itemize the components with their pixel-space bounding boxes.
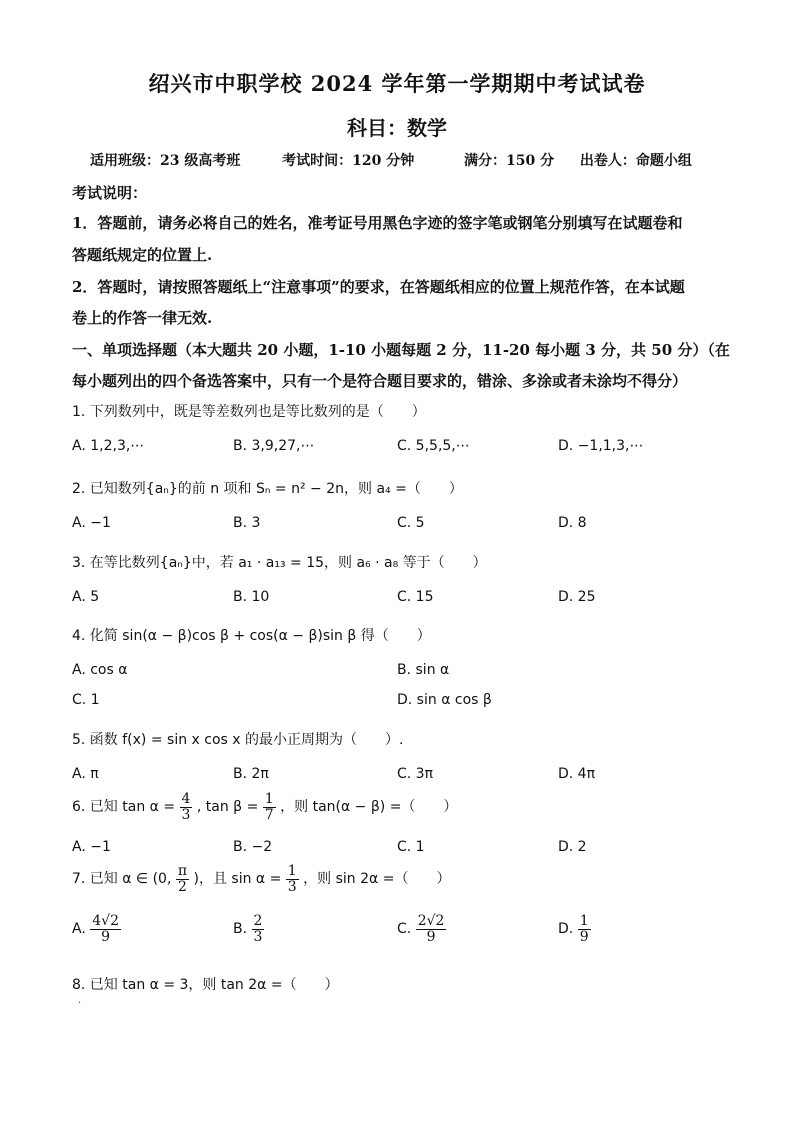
question-7-option-a xyxy=(72,914,121,944)
question-1-option-b: B. 3,9,27,⋯ xyxy=(233,438,315,454)
fraction-numerator: 1 xyxy=(579,913,589,929)
question-4-stem: 4. 化简 sin(α − β)cos β + cos(α − β)sin β 得（ ） xyxy=(72,628,431,644)
question-3-option-a: A. 5 xyxy=(72,589,100,605)
fraction-numerator: 2√2 xyxy=(417,913,445,929)
fraction-denominator: 2 xyxy=(178,878,187,895)
question-4-option-c: C. 1 xyxy=(72,692,100,708)
fraction-denominator: 7 xyxy=(264,806,274,823)
class-info: 适用班级：23 级高考班 xyxy=(90,153,241,169)
fraction-numerator: 2 xyxy=(253,913,263,929)
question-6-option-c: C. 1 xyxy=(397,839,425,855)
instructions-heading: 考试说明： xyxy=(72,184,148,202)
question-2-stem: 2. 已知数列{aₙ}的前 n 项和 Sₙ = n² − 2n，则 a₄ =（ ） xyxy=(72,481,463,497)
instruction-2a: 2．答题时，请按照答题纸上“注意事项”的要求，在答题纸相应的位置上规范作答，在本试题 xyxy=(72,278,685,296)
fraction-numerator: π xyxy=(177,863,188,879)
option-fraction xyxy=(90,914,121,944)
subject-heading: 科目：数学 xyxy=(347,116,447,140)
question-6-option-d: D. 2 xyxy=(558,839,587,855)
question-3-option-b: B. 10 xyxy=(233,589,270,605)
question-5-stem: 5. 函数 f(x) = sin x cos x 的最小正周期为（ ）. xyxy=(72,732,404,748)
question-6-stem-mid: , tan β = xyxy=(196,799,259,816)
question-6-fraction-1 xyxy=(180,792,193,822)
option-label: D. xyxy=(558,921,574,938)
question-7-stem-post: ，则 sin 2α =（ ） xyxy=(303,871,451,888)
question-7-fraction-1 xyxy=(176,864,189,894)
option-fraction xyxy=(578,914,591,944)
question-4-option-d: D. sin α cos β xyxy=(397,692,492,708)
question-7-stem xyxy=(72,864,450,894)
exam-info-bar xyxy=(90,150,692,170)
question-7-fraction-2 xyxy=(286,864,299,894)
score-info: 满分：150 分 xyxy=(463,153,555,169)
fraction-denominator: 9 xyxy=(579,928,589,945)
question-4-option-a: A. cos α xyxy=(72,662,128,678)
question-3-option-d: D. 25 xyxy=(558,589,596,605)
question-1-option-a: A. 1,2,3,⋯ xyxy=(72,438,145,454)
fraction-denominator: 3 xyxy=(287,878,297,895)
question-7-option-d xyxy=(558,914,591,944)
question-7-option-c xyxy=(397,914,446,944)
option-fraction xyxy=(416,914,447,944)
question-8-stem: 8. 已知 tan α = 3，则 tan 2α =（ ） xyxy=(72,977,339,993)
fraction-denominator: 3 xyxy=(253,928,263,945)
question-7-stem-pre: 7. 已知 α ∈ (0, xyxy=(72,871,172,888)
fraction-denominator: 9 xyxy=(101,928,111,945)
section1-line2: 每小题列出的四个备选答案中，只有一个是符合题目要求的，错涂、多涂或者未涂均不得分） xyxy=(72,372,688,390)
fraction-numerator: 4√2 xyxy=(92,913,119,929)
question-3-option-c: C. 15 xyxy=(397,589,434,605)
question-6-fraction-2 xyxy=(263,792,276,822)
fraction-numerator: 1 xyxy=(264,791,274,807)
question-6-option-a: A. −1 xyxy=(72,839,111,855)
question-6-stem-pre: 6. 已知 tan α = xyxy=(72,799,176,816)
option-label: B. xyxy=(233,921,248,938)
question-2-option-c: C. 5 xyxy=(397,515,425,531)
question-5-option-c: C. 3π xyxy=(397,766,434,782)
question-2-option-d: D. 8 xyxy=(558,515,587,531)
question-2-option-a: A. −1 xyxy=(72,515,111,531)
instruction-1a: 1．答题前，请务必将自己的姓名，准考证号用黑色字迹的签字笔或钢笔分别填写在试题卷和 xyxy=(72,214,683,232)
fraction-numerator: 1 xyxy=(287,863,297,879)
question-5-option-b: B. 2π xyxy=(233,766,269,782)
question-5-option-a: A. π xyxy=(72,766,99,782)
question-1-option-c: C. 5,5,5,⋯ xyxy=(397,438,470,454)
question-7-option-b xyxy=(233,914,264,944)
question-4-option-b: B. sin α xyxy=(397,662,450,678)
instruction-2b: 卷上的作答一律无效. xyxy=(72,309,213,327)
fraction-denominator: 3 xyxy=(181,806,191,823)
question-6-stem xyxy=(72,792,457,822)
option-label: C. xyxy=(397,921,412,938)
instruction-1b: 答题纸规定的位置上. xyxy=(72,246,213,264)
fraction-numerator: 4 xyxy=(181,791,191,807)
question-6-stem-post: ，则 tan(α − β) =（ ） xyxy=(280,799,458,816)
question-2-option-b: B. 3 xyxy=(233,515,261,531)
page-title: 绍兴市中职学校 2024 学年第一学期期中考试试卷 xyxy=(148,71,646,96)
fraction-denominator: 9 xyxy=(426,928,436,945)
page-mark: · xyxy=(78,998,82,1009)
time-info: 考试时间：120 分钟 xyxy=(282,153,415,169)
question-7-stem-mid: )，且 sin α = xyxy=(193,871,282,888)
option-label: A. xyxy=(72,921,86,938)
question-5-option-d: D. 4π xyxy=(558,766,596,782)
question-1-stem: 1. 下列数列中，既是等差数列也是等比数列的是（ ） xyxy=(72,404,426,420)
option-fraction xyxy=(252,914,265,944)
question-1-option-d: D. −1,1,3,⋯ xyxy=(558,438,644,454)
question-3-stem: 3. 在等比数列{aₙ}中，若 a₁ · a₁₃ = 15，则 a₆ · a₈ 等于（ ） xyxy=(72,555,487,571)
author-info: 出卷人：命题小组 xyxy=(579,153,692,169)
question-6-option-b: B. −2 xyxy=(233,839,273,855)
section1-line1: 一、单项选择题（本大题共 20 小题，1-10 小题每题 2 分，11-20 每小题 3 分，共 50 分）（在 xyxy=(72,341,730,359)
